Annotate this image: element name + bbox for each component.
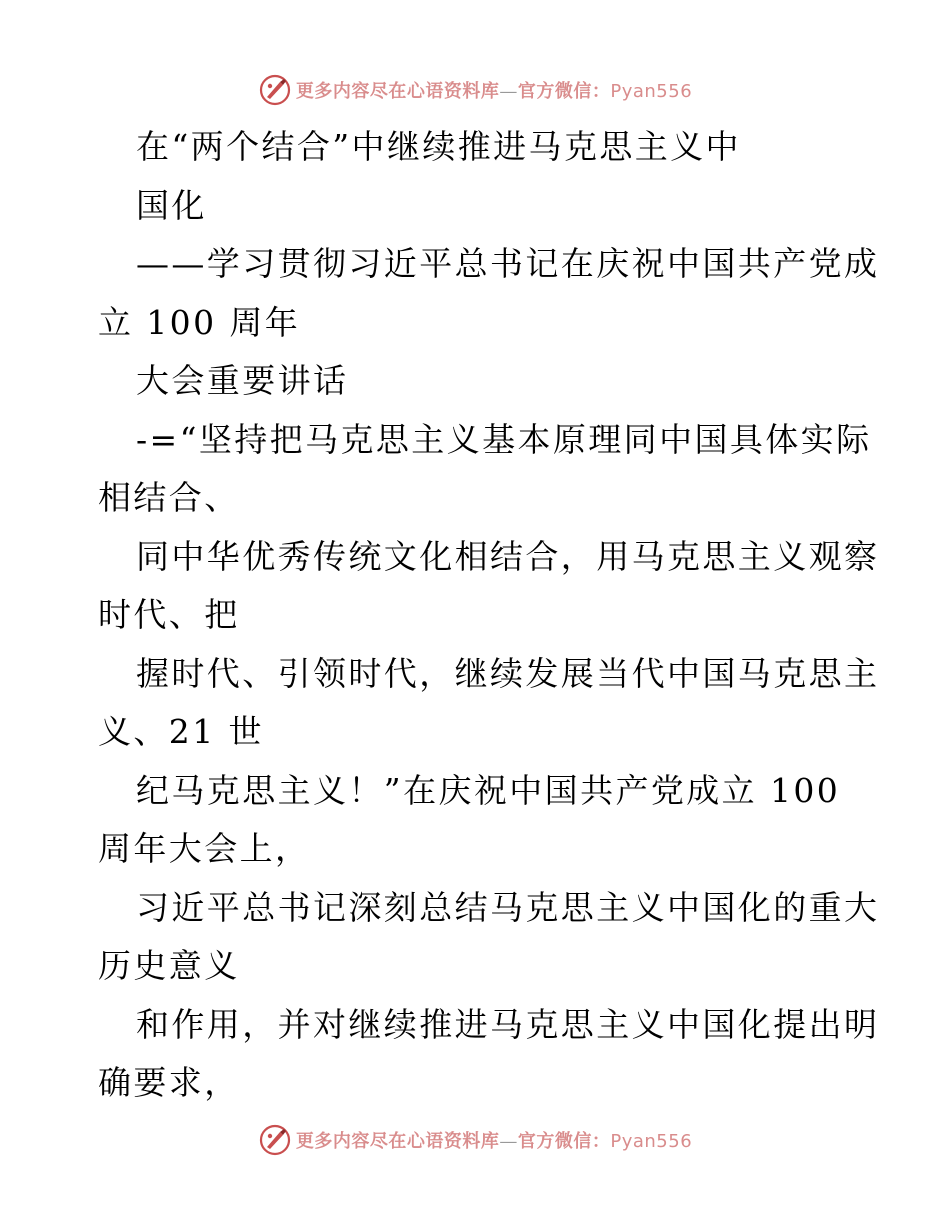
text-line: 和作用，并对继续推进马克思主义中国化提出明 bbox=[136, 1004, 880, 1044]
document-body bbox=[98, 118, 880, 1113]
text-line: 历史意义 bbox=[98, 946, 240, 985]
text-line: 时代、把 bbox=[98, 595, 240, 634]
quill-pen-logo-icon bbox=[258, 1123, 292, 1157]
text-line: 义、21 世 bbox=[98, 712, 264, 751]
text-line: 习近平总书记深刻总结马克思主义中国化的重大 bbox=[136, 887, 880, 927]
text-line: 立 100 周年 bbox=[98, 302, 301, 342]
text-line: ——学习贯彻习近平总书记在庆祝中国共产党成 bbox=[136, 244, 880, 283]
watermark-separator: — bbox=[499, 1131, 518, 1152]
text-line: 在“两个结合”中继续推进马克思主义中 bbox=[136, 127, 741, 166]
watermark-text bbox=[296, 1127, 692, 1153]
text-line: 周年大会上， bbox=[98, 829, 311, 868]
watermark-wechat-label: 官方微信： bbox=[517, 1131, 611, 1152]
text-line: 同中华优秀传统文化相结合，用马克思主义观察 bbox=[136, 536, 880, 576]
footer-watermark bbox=[0, 1120, 950, 1160]
text-line: 相结合、 bbox=[98, 478, 240, 517]
watermark-wechat-label: 官方微信： bbox=[517, 81, 611, 102]
text-line: 确要求， bbox=[98, 1063, 240, 1102]
watermark-separator: — bbox=[499, 81, 518, 102]
watermark-account: Pyan556 bbox=[610, 1131, 693, 1152]
text-line: -=“坚持把马克思主义基本原理同中国具体实际 bbox=[136, 419, 872, 459]
text-line: 国化 bbox=[136, 185, 207, 225]
watermark-text bbox=[296, 77, 692, 103]
watermark-account: Pyan556 bbox=[610, 81, 693, 102]
watermark-slogan: 更多内容尽在心语资料库 bbox=[295, 1131, 500, 1152]
text-line: 大会重要讲话 bbox=[136, 361, 349, 400]
text-line: 握时代、引领时代，继续发展当代中国马克思主 bbox=[136, 653, 880, 693]
watermark-slogan: 更多内容尽在心语资料库 bbox=[295, 81, 500, 102]
quill-pen-logo-icon bbox=[258, 73, 292, 107]
header-watermark bbox=[0, 70, 950, 110]
text-line: 纪马克思主义！”在庆祝中国共产党成立 100 bbox=[136, 770, 841, 810]
